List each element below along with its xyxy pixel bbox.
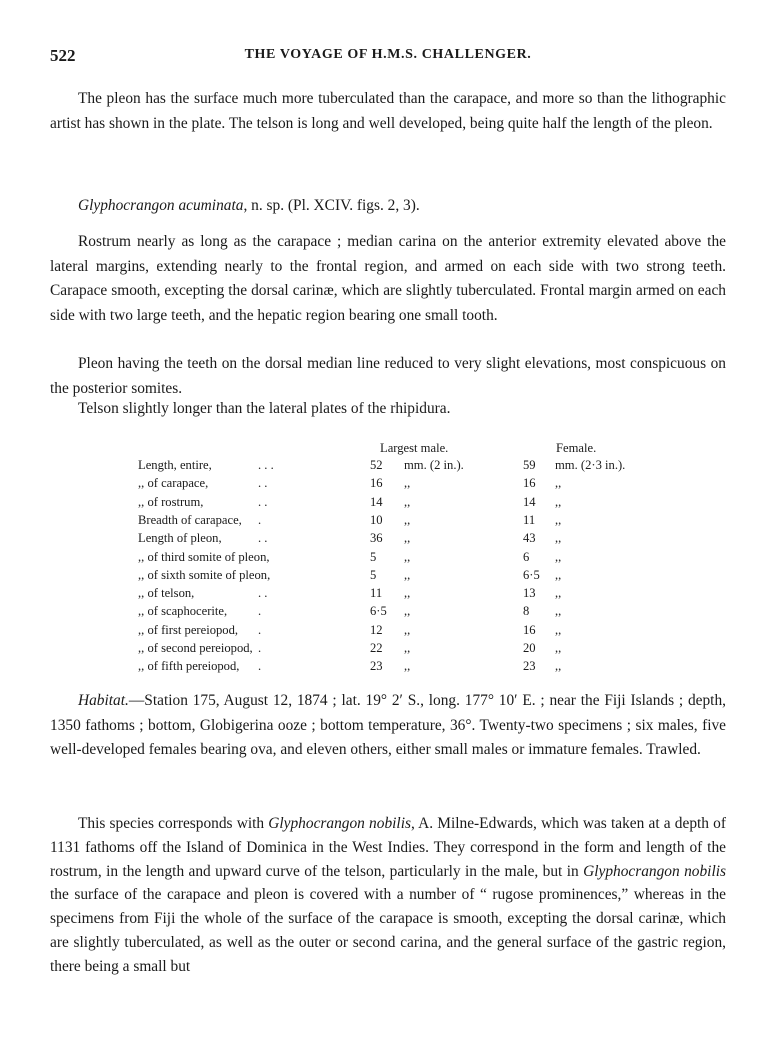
- col-header-female: Female.: [556, 441, 597, 455]
- habitat-label: Habitat.: [78, 692, 129, 709]
- row-male-value: 36: [370, 531, 383, 546]
- row-leader: . .: [258, 494, 268, 509]
- row-label: ,, of scaphocerite,: [138, 604, 228, 619]
- row-female-unit: ,,: [555, 494, 562, 509]
- row-label: ,, of telson,: [138, 586, 195, 601]
- row-female-unit: ,,: [555, 476, 562, 491]
- row-male-value: 6·5: [370, 604, 387, 619]
- row-label: ,, of second pereiopod,: [138, 641, 253, 655]
- row-male-value: 10: [370, 512, 383, 527]
- row-female-unit: ,,: [555, 567, 562, 582]
- row-leader: . .: [258, 586, 268, 601]
- row-male-unit: ,,: [404, 659, 411, 674]
- row-label: ,, of fifth pereiopod,: [138, 659, 240, 674]
- row-label: ,, of third somite of pleon,: [138, 549, 270, 564]
- row-male-unit: ,,: [404, 512, 411, 527]
- row-male-unit: ,,: [404, 567, 411, 582]
- row-leader: .: [258, 622, 262, 637]
- col-header-male: Largest male.: [380, 441, 449, 455]
- row-leader: . .: [258, 531, 268, 546]
- row-female-unit: ,,: [555, 622, 562, 637]
- row-female-value: 16: [523, 622, 536, 637]
- row-male-unit: ,,: [404, 622, 411, 637]
- species-plate-ref: , n. sp. (Pl. XCIV. figs. 2, 3).: [243, 197, 420, 214]
- row-leader: .: [258, 604, 262, 619]
- row-label: ,, of first pereiopod,: [138, 622, 239, 637]
- species-ref-2: Glyphocrangon nobilis: [583, 862, 726, 880]
- row-female-unit: ,,: [555, 586, 562, 601]
- row-female-unit: ,,: [555, 512, 562, 527]
- habitat-paragraph: Habitat.—Station 175, August 12, 1874 ; lat. 19° 2′ S., long. 177° 10′ E. ; near the Fiji Islands ; depth, 1350 fathoms ; bottom, Globigerina ooze ; bottom temperature, 36°. Twenty-two specimens ; six males, five well-developed females bearing ova, and eleven others, either small males or immature females. Trawled.: [50, 692, 726, 758]
- row-male-value: 16: [370, 476, 383, 491]
- row-male-value: 12: [370, 622, 383, 637]
- discussion-paragraph: This species corresponds with Glyphocrangon nobilis, A. Milne-Edwards, which was taken at a depth of 1131 fathoms off the Island of Dominica in the West Indies. They correspond in the form and length of the rostrum, in the length and upward curve of the telson, particularly in the male, but in Glyphocrangon nobilis the surface of the carapace and pleon is covered with a number of “ rugose prominences,” whereas in the specimens from Fiji the whole of the surface of the carapace is smooth, excepting the dorsal carinæ, which are slightly tuberculated, as well as the outer or second carina, and the general surface of the gastric region, there being a small but: [50, 815, 726, 975]
- row-male-unit: ,,: [404, 476, 411, 491]
- row-label: ,, of carapace,: [138, 476, 209, 491]
- row-leader: . . .: [258, 458, 274, 472]
- row-leader: .: [258, 641, 262, 655]
- description-paragraph-3: Telson slightly longer than the lateral plates of the rhipidura.: [78, 400, 451, 417]
- row-male-value: 52: [370, 458, 383, 472]
- row-female-value: 6·5: [523, 567, 540, 582]
- row-female-value: 11: [523, 512, 536, 527]
- description-paragraph-2: Pleon having the teeth on the dorsal median line reduced to very slight elevations, most conspicuous on the posterior somites.: [50, 355, 726, 397]
- row-female-unit: ,,: [555, 659, 562, 674]
- row-label: Breadth of carapace,: [138, 512, 242, 527]
- species-ref-1: Glyphocrangon nobilis: [268, 815, 411, 832]
- row-male-unit: ,,: [404, 531, 411, 546]
- row-label: Length, entire,: [138, 458, 212, 472]
- row-female-value: 59: [523, 458, 536, 472]
- row-leader: . .: [258, 476, 268, 491]
- row-male-unit: ,,: [404, 494, 411, 509]
- row-male-value: 11: [370, 586, 383, 601]
- row-male-value: 22: [370, 641, 383, 655]
- running-title: THE VOYAGE OF H.M.S. CHALLENGER.: [244, 47, 532, 62]
- row-label: ,, of sixth somite of pleon,: [138, 567, 271, 582]
- row-female-unit: ,,: [555, 604, 562, 619]
- description-paragraph-1: Rostrum nearly as long as the carapace ; median carina on the anterior extremity elevated above the lateral margins, extending nearly to the frontal region, and armed on each side with two strong teeth. Carapace smooth, excepting the dorsal carinæ, which are slightly tuberculated. Frontal margin armed on each side with two large teeth, and the hepatic region bearing one small tooth.: [50, 233, 726, 324]
- row-female-value: 8: [523, 604, 530, 619]
- row-male-unit: ,,: [404, 641, 411, 655]
- row-label: ,, of rostrum,: [138, 494, 204, 509]
- row-female-value: 43: [523, 531, 536, 546]
- row-female-value: 13: [523, 586, 536, 601]
- row-female-value: 14: [523, 494, 536, 509]
- row-male-value: 14: [370, 494, 383, 509]
- row-male-unit: ,,: [404, 604, 411, 619]
- row-male-value: 5: [370, 549, 377, 564]
- row-male-value: 5: [370, 567, 377, 582]
- row-female-unit: ,,: [555, 549, 562, 564]
- row-female-unit: ,,: [555, 531, 562, 546]
- row-male-unit: ,,: [404, 586, 411, 601]
- row-female-value: 23: [523, 659, 536, 674]
- row-label: Length of pleon,: [138, 531, 222, 546]
- row-female-unit: ,,: [555, 641, 562, 655]
- row-leader: .: [258, 659, 262, 674]
- row-female-value: 6: [523, 549, 530, 564]
- row-female-value: 16: [523, 476, 536, 491]
- row-male-value: 23: [370, 659, 383, 674]
- row-male-unit: ,,: [404, 549, 411, 564]
- row-male-unit: mm. (2 in.).: [404, 458, 464, 472]
- row-leader: .: [258, 512, 262, 527]
- species-name: Glyphocrangon acuminata: [78, 197, 244, 214]
- row-female-value: 20: [523, 641, 536, 655]
- intro-paragraph: The pleon has the surface much more tuberculated than the carapace, and more so than the lithographic artist has shown in the plate. The telson is long and well developed, being quite half the length of the pleon.: [50, 90, 726, 132]
- page-number: 522: [50, 46, 76, 65]
- row-female-unit: mm. (2·3 in.).: [555, 458, 626, 472]
